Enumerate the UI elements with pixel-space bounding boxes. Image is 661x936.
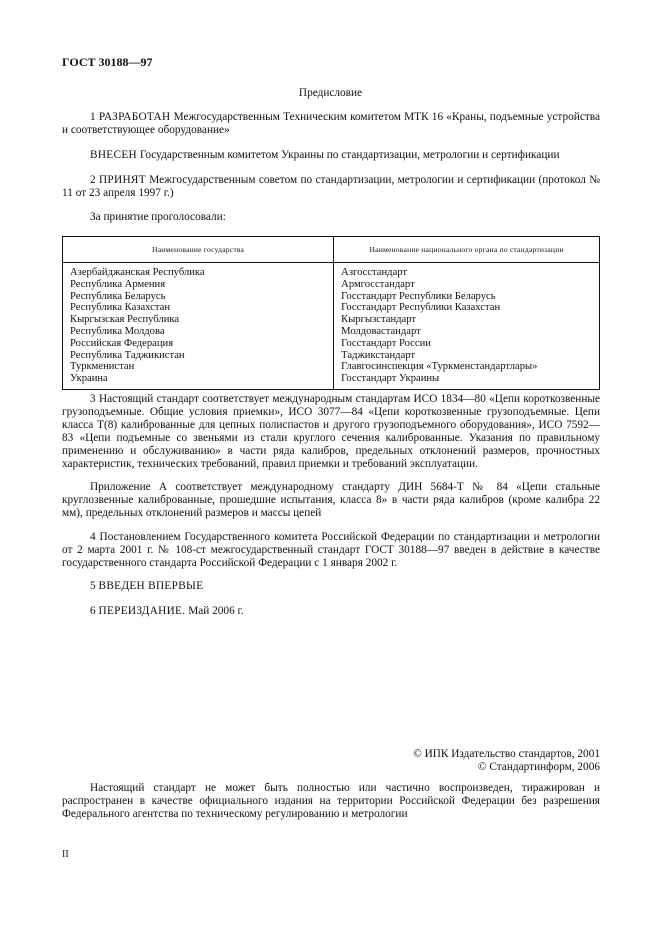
paragraph-3-annex [62, 481, 600, 520]
standards-body-name: Армгосстандарт [341, 278, 415, 290]
table-header-row [63, 237, 600, 263]
paragraph-2 [62, 174, 600, 200]
paragraph-2-number: 2 [90, 174, 96, 186]
standards-body-name: Молдовастандарт [341, 325, 421, 337]
voted-label-text: За принятие проголосовали: [90, 211, 226, 223]
table-header-bodies: Наименование национального органа по стандартизации [334, 237, 600, 263]
state-name: Российская Федерация [70, 337, 174, 349]
paragraph-vnesen-caps: ВНЕСЕН [90, 149, 137, 161]
paragraph-vnesen [62, 149, 600, 162]
standards-body-name: Главгосинспекция «Туркменстандартлары» [341, 361, 538, 373]
bodies-column [334, 263, 600, 390]
paragraph-6-number: 6 [90, 605, 96, 617]
standard-id-header: ГОСТ 30188—97 [62, 55, 153, 69]
standards-body-name: Госстандарт Республики Казахстан [341, 302, 501, 314]
paragraph-4-text: Постановлением Государственного комитета Российской Федерации по стандартизации и метрологии от 2 марта 2001 г. № 108-ст межгосударственный стандарт ГОСТ 30188—97 введен в действие в качестве государственного стандарта Российской Федерации с 1 января 2002 г. [62, 531, 600, 569]
paragraph-6-text: Май 2006 г. [185, 605, 244, 617]
table-row [63, 263, 600, 390]
standards-body-name: Таджикстандарт [341, 349, 416, 361]
reproduction-notice-text: Настоящий стандарт не может быть полностью или частично воспроизведен, тиражирован и распространен в качестве официального издания на территории Российской Федерации без разрешения Федерального агентства по техническому регулированию и метрологии [62, 782, 600, 820]
voted-label [62, 211, 600, 224]
standards-body-name: Госстандарт Украины [341, 373, 440, 385]
paragraph-2-text: Межгосударственным советом по стандартизации, метрологии и сертификации (протокол № 11 от 23 апреля 1997 г.) [62, 174, 600, 199]
paragraph-2-caps: ПРИНЯТ [98, 174, 146, 186]
state-name: Республика Беларусь [70, 290, 166, 302]
state-name: Республика Молдова [70, 325, 165, 337]
paragraph-vnesen-text: Государственным комитетом Украины по стандартизации, метрологии и сертификации [137, 149, 560, 161]
paragraph-3-text: Настоящий стандарт соответствует международным стандартам ИСО 1834—80 «Цепи короткозвенные грузоподъемные. Общие условия приемки», ИСО 3077—84 «Цепи короткозвенные грузоподъемные. Цепи класса Т(8) калиброванные для цепных полиспастов и другого грузоподъемного оборудования», ИСО 7592—83 «Цепи подъемные со звеньями из стали круглого сечения калиброванные. Указания по правильному применению и обслуживанию» в части ряда калибров, предельных отклонений размеров, прочностных характеристик, технических требований, правил приемки и требований эксплуатации. [62, 393, 600, 470]
section-title: Предисловие [298, 87, 363, 99]
table-header-states: Наименование государства [63, 237, 334, 263]
paragraph-5 [62, 580, 600, 593]
standards-body-name: Кыргызстандарт [341, 314, 417, 326]
reproduction-notice [62, 782, 600, 821]
state-name: Туркменистан [70, 361, 135, 373]
state-name: Республика Таджикистан [70, 349, 185, 361]
copyright-line-2: © Стандартинформ, 2006 [477, 761, 600, 773]
paragraph-3-annex-text: Приложение А соответствует международному стандарту ДИН 5684-Т № 84 «Цепи стальные круглозвенные калиброванные, прошедшие испытания, класса 8» в части ряда калибров (кроме калибра 22 мм), предельных отклонений размеров и массы цепей [62, 481, 600, 519]
standards-body-name: Азгосстандарт [341, 267, 408, 278]
paragraph-1 [62, 111, 600, 137]
state-name: Украина [70, 373, 108, 385]
standards-body-name: Госстандарт Республики Беларусь [341, 290, 496, 302]
paragraph-1-text: Межгосударственным Техническим комитетом МТК 16 «Краны, подъемные устройства и соответствующее оборудование» [62, 111, 601, 136]
standards-body-name: Госстандарт России [341, 337, 431, 349]
paragraph-1-number: 1 [90, 111, 96, 123]
page-number: II [62, 849, 69, 860]
voting-table [62, 236, 600, 390]
paragraph-6 [62, 605, 600, 618]
paragraph-3 [62, 393, 600, 471]
state-name: Азербайджанская Республика [70, 267, 205, 278]
state-name: Кыргызская Республика [70, 314, 180, 326]
paragraph-1-caps: РАЗРАБОТАН [98, 111, 171, 123]
states-column [63, 263, 334, 390]
paragraph-5-number: 5 [90, 580, 96, 592]
paragraph-4-number: 4 [90, 531, 96, 543]
paragraph-5-caps: ВВЕДЕН ВПЕРВЫЕ [98, 580, 204, 592]
state-name: Республика Казахстан [70, 302, 171, 314]
state-name: Республика Армения [70, 278, 166, 290]
copyright-line-1: © ИПК Издательство стандартов, 2001 [413, 748, 600, 760]
paragraph-4 [62, 531, 600, 570]
paragraph-6-caps: ПЕРЕИЗДАНИЕ. [98, 605, 186, 617]
paragraph-3-number: 3 [90, 393, 96, 405]
